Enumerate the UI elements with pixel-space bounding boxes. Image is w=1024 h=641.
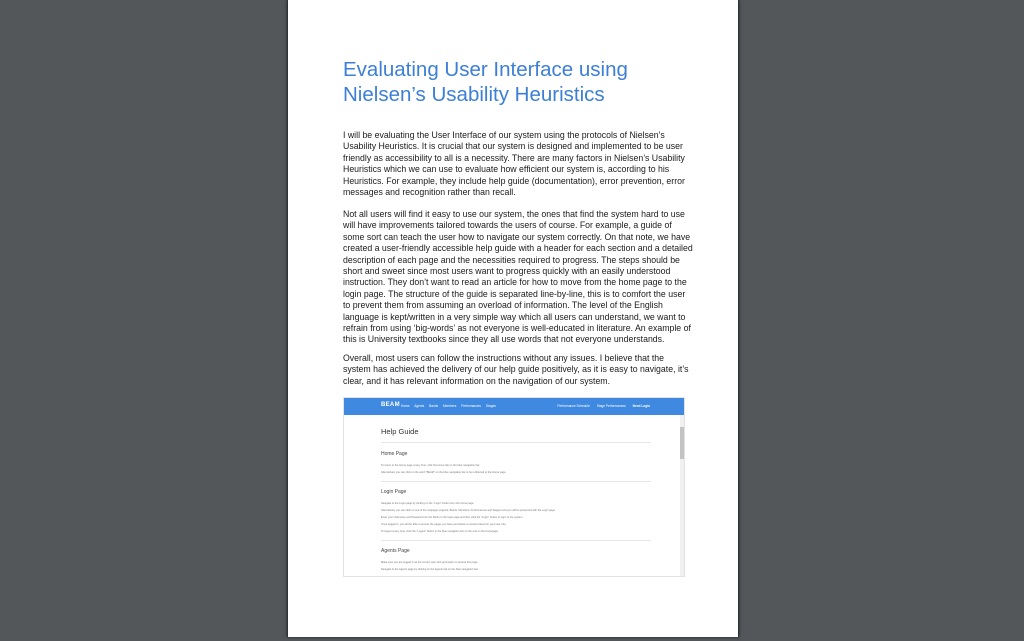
screenshot-section-line: Alternatively you can click on one of the subpages (Agents, Bands, Members, Performances and Stages) and you will be presented with the Login page. — [381, 509, 556, 512]
screenshot-login-link: Need Login — [632, 404, 650, 408]
screenshot-nav-right — [551, 404, 650, 408]
divider — [381, 540, 651, 541]
screenshot-nav-link: Performance Schedule — [557, 404, 590, 408]
screenshot-section-line: Navigate to the Agents page by clicking on the Agents tab on the blue navigation bar. — [381, 568, 479, 571]
screenshot-section-heading: Home Page — [381, 451, 408, 457]
screenshot-section-line: Alternatively you can click on the word "BEAM" on the blue navigation bar to be redirected to the Home page. — [381, 471, 507, 474]
paragraph: I will be evaluating the User Interface of our system using the protocols of Nielsen’s Usability Heuristics. It is crucial that our system is designed and implemented to be user friendly as accessibility to all is a necessity. There are many factors in Nielsen’s Usability Heuristics which we can use to evaluate how efficient our system is, according to his Heuristics. For example, they include help guide (documentation), error prevention, error messages and recognition rather than recall. — [343, 130, 685, 198]
screenshot-nav-link: Stage Performances — [596, 404, 626, 408]
screenshot-nav-link: Members — [443, 404, 457, 408]
screenshot-section-line: Enter your Username and Password into the fields on the login page and then click the "Login" button to login to the system. — [381, 516, 524, 519]
screenshot-nav-link: Home — [401, 404, 410, 408]
paragraph: Overall, most users can follow the instructions without any issues. I believe that the system has achieved the delivery of our help guide positively, as it is easy to navigate, it’s clear, and it has relevant information on the navigation of our system. — [343, 353, 689, 386]
screenshot-scrollbar-thumb — [680, 427, 684, 459]
screenshot-nav-link: Stages — [485, 404, 496, 408]
screenshot-section-heading: Agents Page — [381, 548, 410, 554]
screenshot-page-title: Help Guide — [381, 427, 419, 436]
screenshot-navbar — [344, 398, 684, 415]
screenshot-section-line: Make sure you are logged in as the correct user with permission to access this page. — [381, 561, 479, 564]
screenshot-nav-links — [401, 404, 500, 408]
paragraph: Not all users will find it easy to use our system, the ones that find the system hard to use will have improvements tailored towards the users of course. For example, a guide of some sort can teach the user how to navigate our system correctly. On that note, we have created a user-friendly accessible help guide with a header for each section and a detailed description of each page and the necessities required to progress. The steps should be short and sweet since most users want to progress quickly with an easily understood instruction. They don’t want to read an article for how to move from the home page to the login page. The structure of the guide is separated line-by-line, this is to comfort the user to prevent them from assuming an overload of information. The level of the English language is kept/written in a very simple way which all users can understand, we want to refrain from using ‘big-words’ as not everyone is well-educated in literature. An example of this is University textbooks since they all use words that not everyone understands. — [343, 209, 693, 345]
document-page — [287, 0, 739, 637]
screenshot-scrollbar — [680, 415, 684, 576]
screenshot-nav-link: Performances — [461, 404, 482, 408]
screenshot-section-heading: Login Page — [381, 489, 407, 495]
divider — [381, 442, 651, 443]
divider — [381, 481, 651, 482]
document-title: Evaluating User Interface using Nielsen’s Usability Heuristics — [343, 58, 628, 106]
screenshot-nav-link: Agents — [414, 404, 425, 408]
screenshot-section-line: To return to the Home page at any time, click the Home tab on the blue navigation bar. — [381, 464, 480, 467]
screenshot-section-line: Navigate to the Login page by clicking on the "Login" button from the home page. — [381, 502, 475, 505]
screenshot-section-line: To logout at any time, click the "Logout" button in the blue navigation bar on the end on the homepage. — [381, 530, 499, 533]
embedded-screenshot — [343, 397, 685, 577]
screenshot-brand: BEAM — [381, 402, 400, 408]
screenshot-section-line: Once logged in, you will be able to access the pages you have permission to access based on your user role. — [381, 523, 507, 526]
screenshot-nav-link: Bands — [429, 404, 439, 408]
